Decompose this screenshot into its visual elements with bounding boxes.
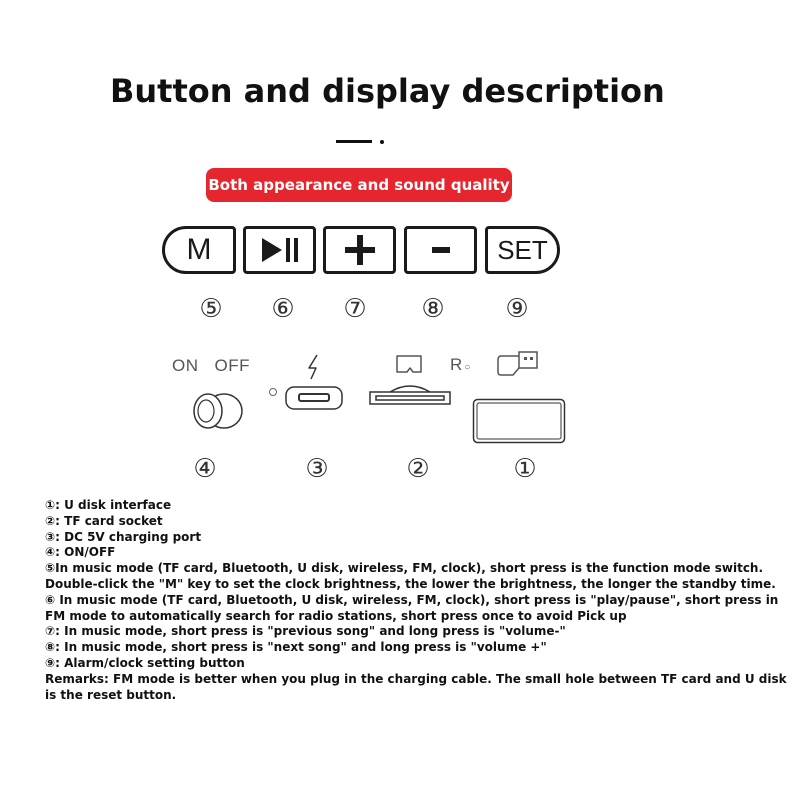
tf-card-socket-icon[interactable] [368,382,452,410]
button-number-6: ⑥ [271,294,295,324]
switch-knob-icon[interactable] [190,390,246,434]
micro-usb-port-icon[interactable] [285,386,343,410]
u-disk-port-icon[interactable] [472,398,566,444]
play-pause-button[interactable] [243,226,316,274]
reset-label: R ○ [450,355,471,374]
button-number-5: ⑤ [199,294,223,324]
description-line: ③: DC 5V charging port [45,529,202,544]
minus-icon [424,233,458,267]
lightning-icon [304,354,324,380]
button-number-7: ⑦ [343,294,367,324]
port-number-2: ② [406,454,430,484]
m-button-label: M [186,233,212,266]
set-button-label: SET [497,234,548,265]
title-underline-dash [336,140,372,143]
port-number-4: ④ [193,454,217,484]
description-line: ⑤In music mode (TF card, Bluetooth, U disk, wireless, FM, clock), short press is the function mode switch. [45,561,764,576]
port-number-3: ③ [305,454,329,484]
indicator-led [269,388,277,396]
description-line: ⑥ In music mode (TF card, Bluetooth, U disk, wireless, FM, clock), short press is "play/pause", short press in FM mode to automatically search for radio stations, short press once to avoid Pick up [45,592,779,623]
port-number-1: ① [513,454,537,484]
on-label: ON [172,356,199,375]
plus-icon [343,233,377,267]
remarks-line: Remarks: FM mode is better when you plug in the charging cable. The small hole between TF card and U disk is the reset button. [45,671,787,702]
set-button[interactable] [485,226,560,274]
page-title: Button and display description [110,72,665,110]
button-number-9: ⑨ [505,294,529,324]
description-list [45,498,790,703]
reset-label-text: R [450,355,463,374]
description-line: ②: TF card socket [45,513,163,528]
off-label: OFF [214,356,250,375]
description-line: ①: U disk interface [45,498,172,512]
description-line: ⑧: In music mode, short press is "next song" and long press is "volume +" [45,640,547,655]
title-underline-dot [380,140,384,144]
play-pause-icon [258,235,302,265]
button-number-8: ⑧ [421,294,445,324]
plus-button[interactable] [323,226,396,274]
sd-card-icon [395,354,429,376]
minus-button[interactable] [404,226,477,274]
tagline-badge: Both appearance and sound quality [206,168,512,202]
m-button[interactable] [162,226,236,274]
description-line: ⑨: Alarm/clock setting button [45,655,245,670]
usb-stick-icon [495,350,541,380]
description-line: Double-click the "M" key to set the clock brightness, the lower the brightness, the longer the standby time. [45,576,776,591]
on-off-labels [172,356,250,376]
description-line: ④: ON/OFF [45,545,116,560]
description-line: ⑦: In music mode, short press is "previous song" and long press is "volume-" [45,624,566,639]
